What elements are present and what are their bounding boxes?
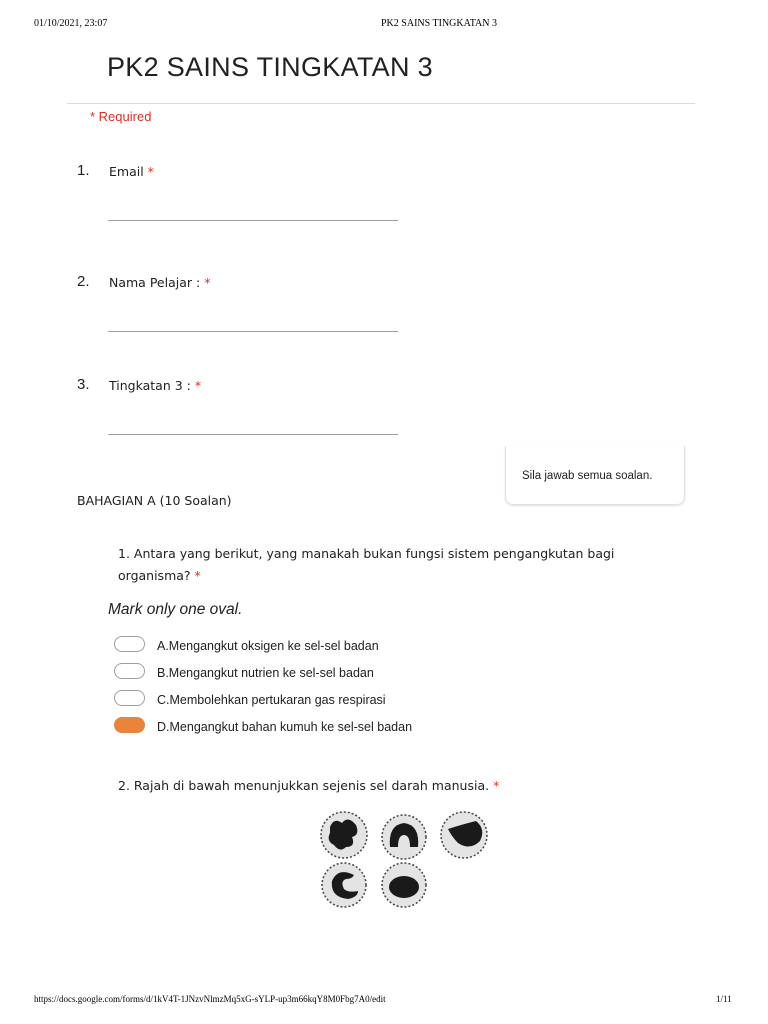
question-label-nama (109, 275, 210, 290)
mcq1-text (118, 543, 614, 587)
radio-oval[interactable] (114, 690, 145, 706)
print-page-title: PK2 SAINS TINGKATAN 3 (381, 18, 497, 29)
required-star: * (147, 164, 154, 179)
mcq1-hint: Mark only one oval. (108, 601, 243, 618)
required-star: * (194, 378, 202, 393)
mcq1-text-line2 (118, 565, 614, 587)
mcq1-text-line2-label: organisma? (118, 568, 191, 583)
question-label-text: Nama Pelajar : (109, 275, 201, 290)
print-datetime: 01/10/2021, 23:07 (34, 18, 108, 29)
mcq2-text (118, 775, 499, 797)
radio-oval[interactable] (114, 636, 145, 652)
nama-field[interactable] (108, 331, 398, 332)
question-label-text: Tingkatan 3 : (109, 378, 191, 393)
option-d[interactable] (114, 717, 145, 733)
option-d-label: D.Mengangkut bahan kumuh ke sel-sel badan (157, 720, 413, 734)
required-star: * (194, 568, 201, 583)
mcq1-text-line1: 1. Antara yang berikut, yang manakah bukan fungsi sistem pengangkutan bagi (118, 546, 615, 561)
section-description-card (505, 446, 685, 505)
required-note: * Required (90, 109, 152, 124)
question-label-tingkatan (109, 378, 201, 393)
option-b-label: B.Mengangkut nutrien ke sel-sel badan (157, 666, 374, 680)
question-number-1: 1. (77, 162, 90, 179)
print-page-number: 1/11 (716, 994, 732, 1004)
title-divider (67, 103, 695, 104)
question-number-3: 3. (77, 376, 90, 393)
question-number-2: 2. (77, 273, 90, 290)
question-label-text: Email (109, 164, 144, 179)
blood-cells-image (310, 805, 500, 910)
radio-oval-selected[interactable] (114, 717, 145, 733)
option-c[interactable] (114, 690, 145, 706)
form-title: PK2 SAINS TINGKATAN 3 (107, 52, 433, 82)
option-b[interactable] (114, 663, 145, 679)
required-star: * (204, 275, 211, 290)
section-title: BAHAGIAN A (10 Soalan) (77, 493, 232, 508)
tingkatan-field[interactable] (108, 434, 398, 435)
option-c-label: C.Membolehkan pertukaran gas respirasi (157, 693, 386, 707)
radio-oval[interactable] (114, 663, 145, 679)
option-a[interactable] (114, 636, 145, 652)
question-label-email (109, 164, 154, 179)
option-a-label: A.Mengangkut oksigen ke sel-sel badan (157, 639, 379, 653)
section-description: Sila jawab semua soalan. (522, 470, 653, 482)
mcq2-text-label: 2. Rajah di bawah menunjukkan sejenis sel darah manusia. (118, 778, 490, 793)
print-url: https://docs.google.com/forms/d/1kV4T-1JNzvNlmzMq5xG-sYLP-up3m66kqY8M0Fbg7A0/edit (34, 994, 386, 1004)
required-star: * (493, 778, 500, 793)
email-field[interactable] (108, 220, 398, 221)
